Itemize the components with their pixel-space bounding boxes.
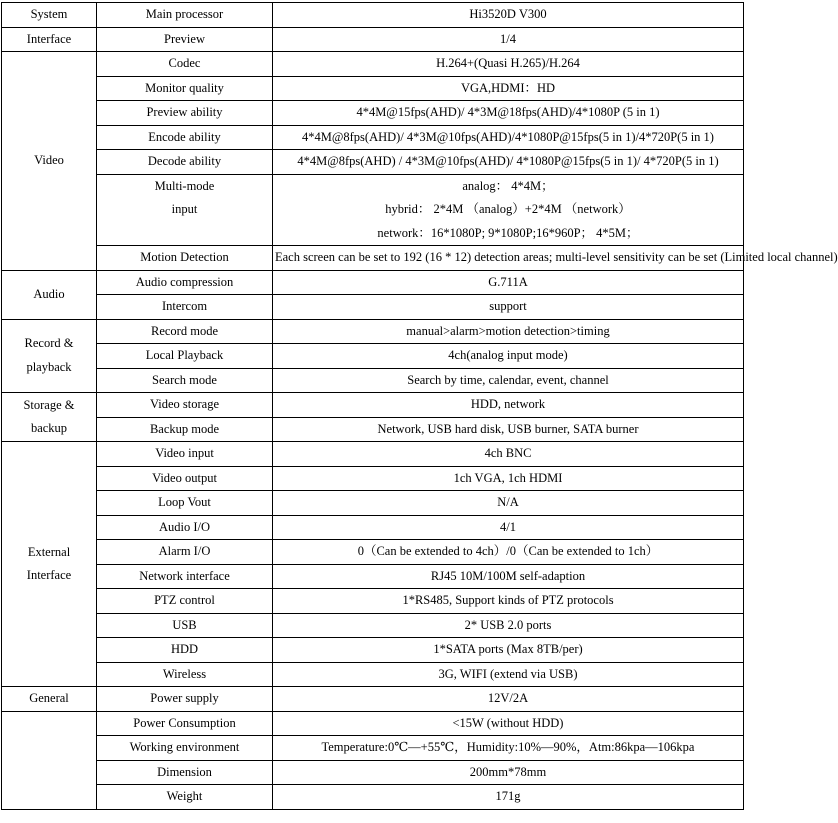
item-cell: USB [97,613,273,638]
item-cell: Dimension [97,760,273,785]
value-cell: H.264+(Quasi H.265)/H.264 [273,52,744,77]
category-cell [2,319,97,393]
item-cell: Weight [97,785,273,810]
category-cell: System [2,3,97,28]
category-cell: Video [2,52,97,271]
value-cell: 4ch BNC [273,442,744,467]
item-cell: Search mode [97,368,273,393]
value-cell: Search by time, calendar, event, channel [273,368,744,393]
value-cell: 4*4M@8fps(AHD) / 4*3M@10fps(AHD)/ 4*1080P@15fps(5 in 1)/ 4*720P(5 in 1) [273,150,744,175]
item-cell: Video output [97,466,273,491]
value-cell: VGA,HDMI：HD [273,76,744,101]
category-cell [2,442,97,687]
value-cell: Network, USB hard disk, USB burner, SATA burner [273,417,744,442]
value-cell: manual>alarm>motion detection>timing [273,319,744,344]
value-cell: Temperature:0℃—+55℃，Humidity:10%—90%，Atm:86kpa—106kpa [273,736,744,761]
value-cell: 12V/2A [273,687,744,712]
item-cell: Intercom [97,295,273,320]
item-cell: Backup mode [97,417,273,442]
table-row [2,417,744,442]
item-cell: Preview ability [97,101,273,126]
value-cell: 3G, WIFI (extend via USB) [273,662,744,687]
item-cell: Codec [97,52,273,77]
table-row [2,174,744,246]
item-cell: Power Consumption [97,711,273,736]
item-cell: Audio compression [97,270,273,295]
item-cell: Loop Vout [97,491,273,516]
category-line: playback [26,359,72,374]
table-row [2,613,744,638]
value-cell [273,174,744,246]
item-cell: Audio I/O [97,515,273,540]
table-row [2,319,744,344]
table-row [2,27,744,52]
table-row [2,344,744,369]
category-cell [2,711,97,809]
item-cell: HDD [97,638,273,663]
value-cell: RJ45 10M/100M self-adaption [273,564,744,589]
category-line: Interface [26,568,72,582]
value-cell: 200mm*78mm [273,760,744,785]
value-cell: Hi3520D V300 [273,3,744,28]
table-row [2,368,744,393]
table-row [2,150,744,175]
value-cell: support [273,295,744,320]
item-line: input [171,202,198,216]
item-cell [97,174,273,246]
item-cell: Motion Detection [97,246,273,271]
value-cell: 1/4 [273,27,744,52]
item-cell: Preview [97,27,273,52]
value-cell: 4*4M@8fps(AHD)/ 4*3M@10fps(AHD)/4*1080P@15fps(5 in 1)/4*720P(5 in 1) [273,125,744,150]
table-row [2,76,744,101]
category-cell: Audio [2,270,97,319]
value-cell: G.711A [273,270,744,295]
value-cell: 4ch(analog input mode) [273,344,744,369]
category-line: backup [30,421,68,435]
table-row [2,442,744,467]
item-cell: Network interface [97,564,273,589]
table-row [2,785,744,810]
table-row [2,564,744,589]
item-cell: Encode ability [97,125,273,150]
item-cell: Alarm I/O [97,540,273,565]
spec-table-body [2,3,838,810]
item-line: Multi-mode [154,178,215,193]
item-cell: Video input [97,442,273,467]
item-cell: Monitor quality [97,76,273,101]
item-cell: Record mode [97,319,273,344]
value-cell: 1*SATA ports (Max 8TB/per) [273,638,744,663]
value-cell: <15W (without HDD) [273,711,744,736]
item-cell: PTZ control [97,589,273,614]
value-cell: 4*4M@15fps(AHD)/ 4*3M@18fps(AHD)/4*1080P (5 in 1) [273,101,744,126]
table-row [2,393,744,418]
table-row [2,270,744,295]
value-cell: 0（Can be extended to 4ch）/0（Can be extended to 1ch） [273,540,744,565]
value-cell: 2* USB 2.0 ports [273,613,744,638]
table-row [2,101,744,126]
value-cell: Each screen can be set to 192 (16 * 12) detection areas; multi-level sensitivity can be set (Limited local channel) [273,246,744,271]
value-cell: 1ch VGA, 1ch HDMI [273,466,744,491]
category-cell: Interface [2,27,97,52]
table-row [2,52,744,77]
value-line: network：16*1080P; 9*1080P;16*960P； 4*5M； [377,225,639,240]
item-cell: Power supply [97,687,273,712]
table-row [2,295,744,320]
table-row [2,711,744,736]
item-cell: Main processor [97,3,273,28]
category-cell: General [2,687,97,712]
table-row [2,125,744,150]
item-cell: Working environment [97,736,273,761]
value-line: hybrid： 2*4M （analog）+2*4M （network） [385,202,631,216]
table-row [2,515,744,540]
spec-table [1,2,838,810]
table-row [2,466,744,491]
item-cell: Decode ability [97,150,273,175]
category-line: Storage & [23,397,75,412]
table-row [2,687,744,712]
value-cell: 1*RS485, Support kinds of PTZ protocols [273,589,744,614]
value-cell: N/A [273,491,744,516]
value-cell: HDD, network [273,393,744,418]
value-cell: 4/1 [273,515,744,540]
table-row [2,540,744,565]
category-line: External [27,544,71,559]
table-row [2,3,744,28]
table-row [2,246,744,271]
item-cell: Video storage [97,393,273,418]
table-row [2,491,744,516]
category-line: Record & [24,336,74,351]
value-line: analog： 4*4M； [462,178,554,193]
category-cell [2,393,97,442]
table-row [2,638,744,663]
table-row [2,662,744,687]
table-row [2,589,744,614]
item-cell: Wireless [97,662,273,687]
item-cell: Local Playback [97,344,273,369]
value-cell: 171g [273,785,744,810]
table-row [2,760,744,785]
table-row [2,736,744,761]
